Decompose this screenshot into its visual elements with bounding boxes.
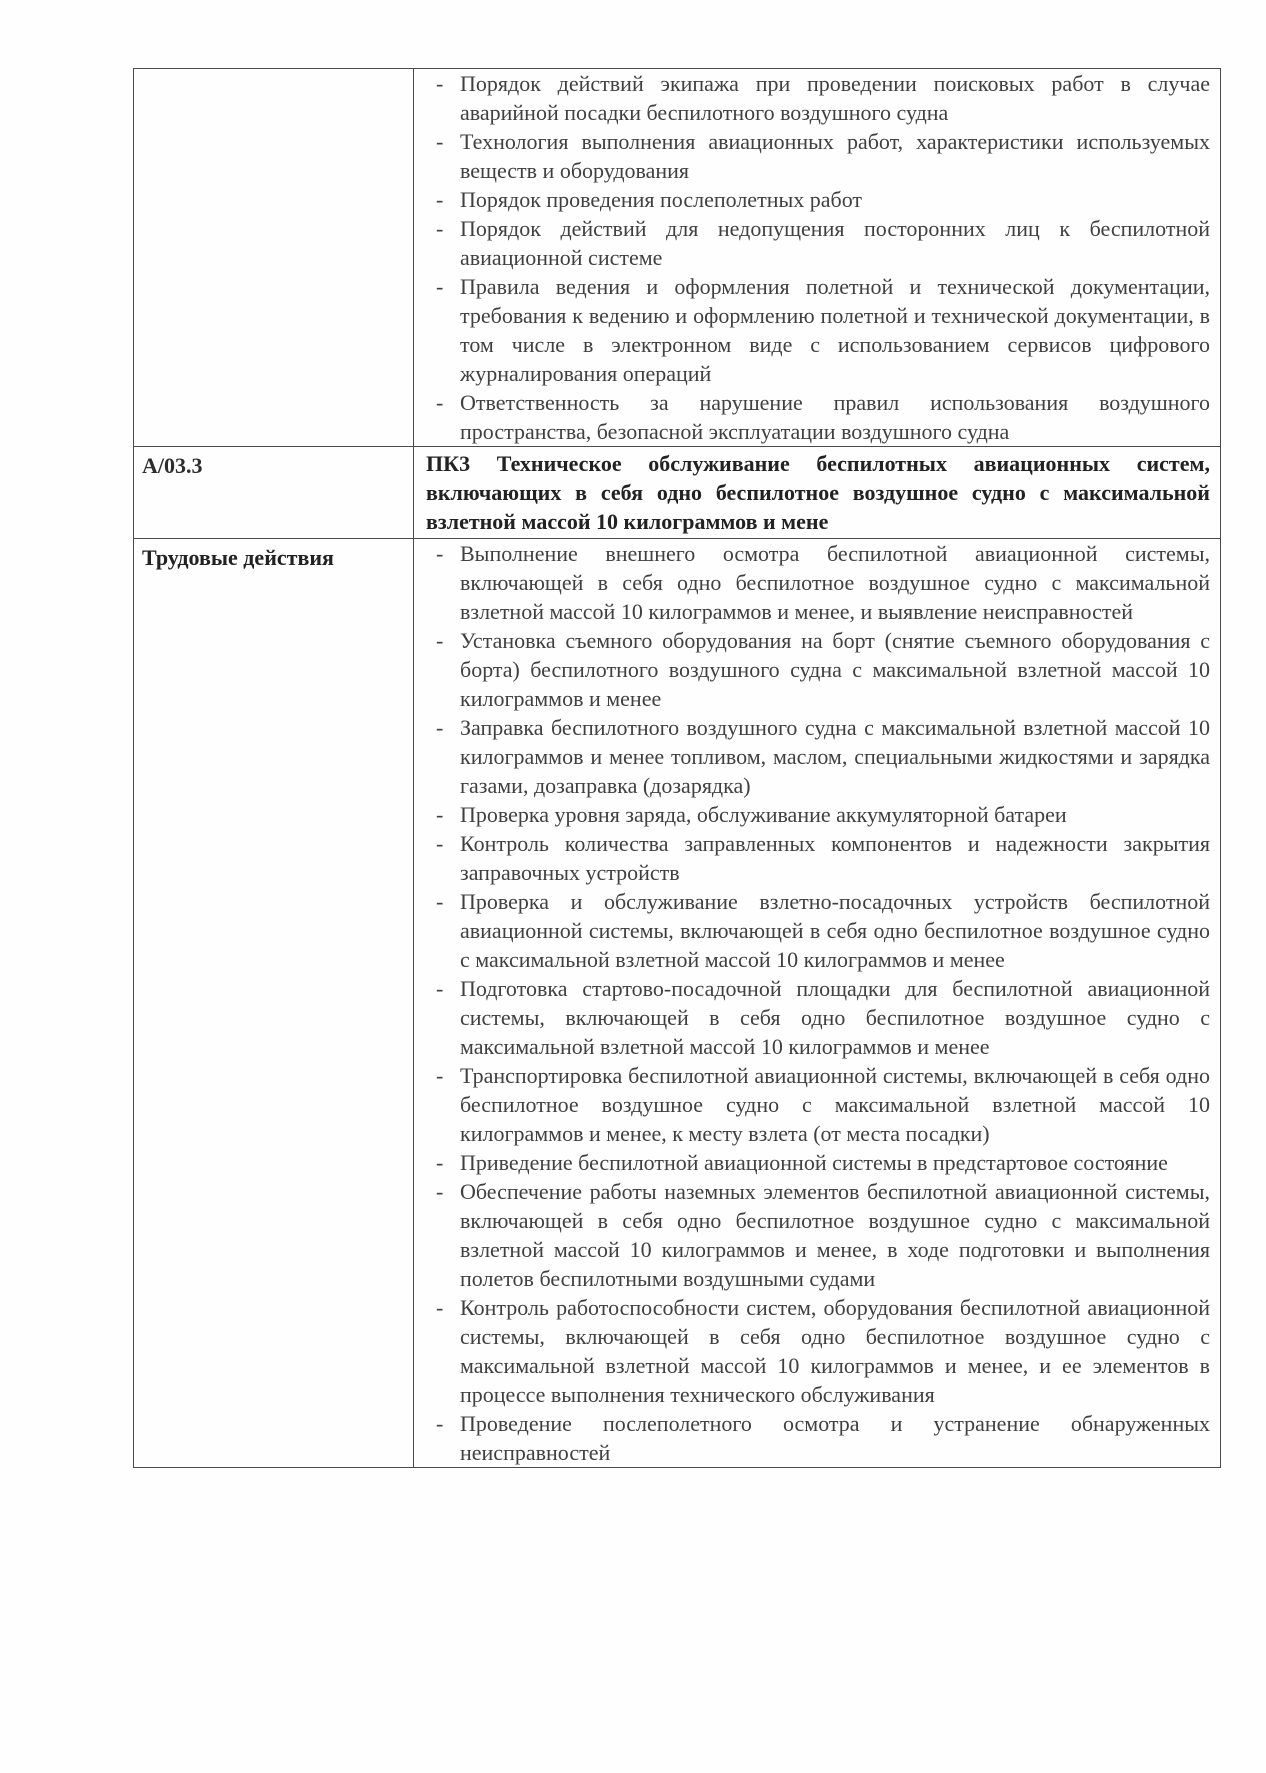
row-content-cell (414, 69, 1221, 447)
labor-action-item (414, 1409, 1210, 1467)
list-item-text: Порядок проведения послеполетных работ (460, 187, 863, 212)
labor-action-item (414, 887, 1210, 974)
dash-bullet-icon: - (436, 71, 444, 96)
labor-action-item (414, 1061, 1210, 1148)
list-item-text: Порядок действий экипажа при проведении поисковых работ в случае аварийной посадки беспилотного воздушного судна (460, 71, 1210, 125)
list-item-text: Проверка и обслуживание взлетно-посадочных устройств беспилотной авиационной системы, включающей в себя одно беспилотное воздушное судно с максимальной взлетной массой 10 килограммов и менее (460, 889, 1210, 972)
knowledge-list-item (414, 214, 1210, 272)
list-item-text: Порядок действий для недопущения посторонних лиц к беспилотной авиационной системе (460, 216, 1210, 270)
dash-bullet-icon: - (436, 1063, 444, 1088)
labor-action-item (414, 713, 1210, 800)
dash-bullet-icon: - (436, 1150, 444, 1175)
knowledge-list-item (414, 69, 1210, 127)
list-item-text: Приведение беспилотной авиационной системы в предстартовое состояние (460, 1150, 1168, 1175)
list-item-text: Подготовка стартово-посадочной площадки для беспилотной авиационной системы, включающей в себя одно беспилотное воздушное судно с максимальной взлетной массой 10 килограммов и менее (460, 976, 1210, 1059)
list-item-text: Проверка уровня заряда, обслуживание аккумуляторной батареи (460, 802, 1067, 827)
labor-action-item (414, 1293, 1210, 1409)
dash-bullet-icon: - (436, 274, 444, 299)
list-item-text: Обеспечение работы наземных элементов беспилотной авиационной системы, включающей в себя одно беспилотное воздушное судно с максимальной взлетной массой 10 килограммов и менее, в ходе подготовки и выполнения полетов беспилотными воздушными судами (460, 1179, 1210, 1291)
dash-bullet-icon: - (436, 187, 444, 212)
labor-actions-label: Трудовые действия (142, 545, 334, 570)
list-item-text: Установка съемного оборудования на борт (снятие съемного оборудования с борта) беспилотного воздушного судна с максимальной взлетной массой 10 килограммов и менее (460, 628, 1210, 711)
list-item-text: Заправка беспилотного воздушного судна с максимальной взлетной массой 10 килограммов и менее топливом, маслом, специальными жидкостями и зарядка газами, дозаправка (дозарядка) (460, 715, 1210, 798)
dash-bullet-icon: - (436, 831, 444, 856)
table-row-labor-actions (134, 539, 1221, 1468)
table-row-knowledge-continued (134, 69, 1221, 447)
knowledge-list-item (414, 388, 1210, 446)
labor-action-item (414, 539, 1210, 626)
list-item-text: Проведение послеполетного осмотра и устранение обнаруженных неисправностей (460, 1411, 1210, 1465)
list-item-text: Контроль количества заправленных компонентов и надежности закрытия заправочных устройств (460, 831, 1210, 885)
labor-action-item (414, 1148, 1210, 1177)
labor-action-item (414, 800, 1210, 829)
dash-bullet-icon: - (436, 628, 444, 653)
dash-bullet-icon: - (436, 541, 444, 566)
row-label-cell (134, 69, 414, 447)
dash-bullet-icon: - (436, 802, 444, 827)
dash-bullet-icon: - (436, 1295, 444, 1320)
competency-title: ПК3 Техническое обслуживание беспилотных авиационных систем, включающих в себя одно беспилотное воздушное судно с максимальной взлетной массой 10 килограммов и мене (426, 451, 1210, 534)
labor-actions-label-cell (134, 539, 414, 1468)
dash-bullet-icon: - (436, 1179, 444, 1204)
list-item-text: Технология выполнения авиационных работ, характеристики используемых веществ и оборудования (460, 129, 1210, 183)
dash-bullet-icon: - (436, 1411, 444, 1436)
list-item-text: Выполнение внешнего осмотра беспилотной авиационной системы, включающей в себя одно беспилотное воздушное судно с максимальной взлетной массой 10 килограммов и менее, и выявление неисправностей (460, 541, 1210, 624)
competency-code-cell (134, 447, 414, 539)
labor-action-item (414, 626, 1210, 713)
list-item-text: Транспортировка беспилотной авиационной системы, включающей в себя одно беспилотное воздушное судно с максимальной взлетной массой 10 килограммов и менее, к месту взлета (от места посадки) (460, 1063, 1210, 1146)
knowledge-list-item (414, 185, 1210, 214)
labor-action-item (414, 829, 1210, 887)
labor-actions-list (414, 539, 1210, 1467)
list-item-text: Контроль работоспособности систем, оборудования беспилотной авиационной системы, включающей в себя одно беспилотное воздушное судно с максимальной взлетной массой 10 килограммов и менее, и ее элементов в процессе выполнения технического обслуживания (460, 1295, 1210, 1407)
table-row-competency (134, 447, 1221, 539)
list-item-text: Ответственность за нарушение правил использования воздушного пространства, безопасной эксплуатации воздушного судна (460, 390, 1210, 444)
dash-bullet-icon: - (436, 976, 444, 1001)
dash-bullet-icon: - (436, 889, 444, 914)
labor-action-item (414, 974, 1210, 1061)
competency-table (133, 68, 1221, 1468)
knowledge-list-item (414, 272, 1210, 388)
list-item-text: Правила ведения и оформления полетной и технической документации, требования к ведению и оформлению полетной и технической документации, в том числе в электронном виде с использованием сервисов цифрового журналирования операций (460, 274, 1210, 386)
competency-code: А/03.3 (142, 453, 203, 478)
dash-bullet-icon: - (436, 390, 444, 415)
knowledge-list-item (414, 127, 1210, 185)
dash-bullet-icon: - (436, 216, 444, 241)
competency-title-cell (414, 447, 1221, 539)
dash-bullet-icon: - (436, 129, 444, 154)
labor-action-item (414, 1177, 1210, 1293)
dash-bullet-icon: - (436, 715, 444, 740)
knowledge-list (414, 69, 1210, 446)
labor-actions-cell (414, 539, 1221, 1468)
